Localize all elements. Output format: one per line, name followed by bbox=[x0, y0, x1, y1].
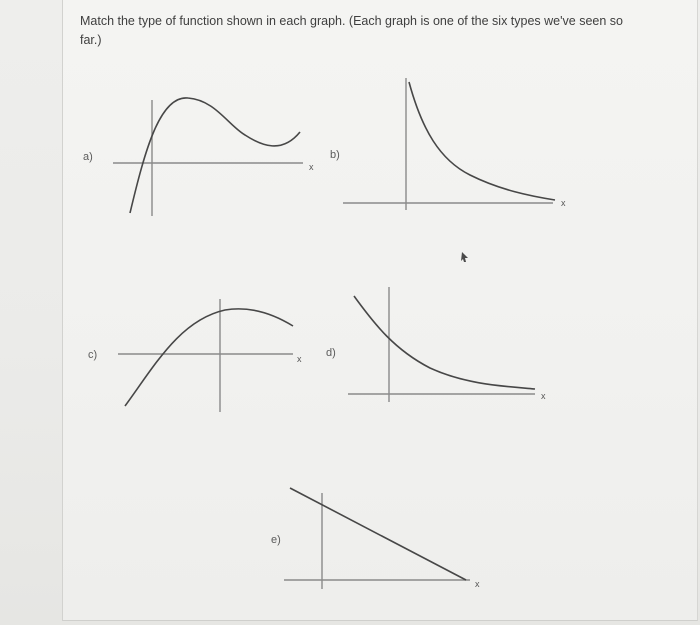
graph-b bbox=[330, 78, 566, 210]
graph-c-axis-letter: x bbox=[297, 354, 302, 364]
graph-b-curve bbox=[409, 82, 555, 200]
graph-c-label: c) bbox=[88, 349, 98, 361]
graph-a bbox=[83, 98, 314, 216]
graph-d-curve bbox=[354, 296, 535, 389]
graph-e-axis-letter: x bbox=[475, 579, 480, 589]
stray-mark-icon bbox=[461, 252, 468, 262]
graph-d bbox=[326, 287, 546, 402]
graph-c bbox=[88, 299, 302, 412]
graph-e bbox=[271, 488, 480, 589]
graph-d-axis-letter: x bbox=[541, 391, 546, 401]
graph-d-label: d) bbox=[326, 347, 336, 359]
graph-a-axis-letter: x bbox=[309, 162, 314, 172]
graph-b-label: b) bbox=[330, 149, 340, 161]
graph-e-line bbox=[290, 488, 466, 580]
graph-a-label: a) bbox=[83, 151, 93, 163]
graph-e-label: e) bbox=[271, 534, 281, 546]
graph-a-curve bbox=[130, 98, 300, 213]
graph-c-curve bbox=[125, 309, 293, 406]
question-prompt: Match the type of function shown in each graph. (Each graph is one of the six types we've seen so far.) bbox=[80, 14, 623, 47]
graph-b-axis-letter: x bbox=[561, 198, 566, 208]
